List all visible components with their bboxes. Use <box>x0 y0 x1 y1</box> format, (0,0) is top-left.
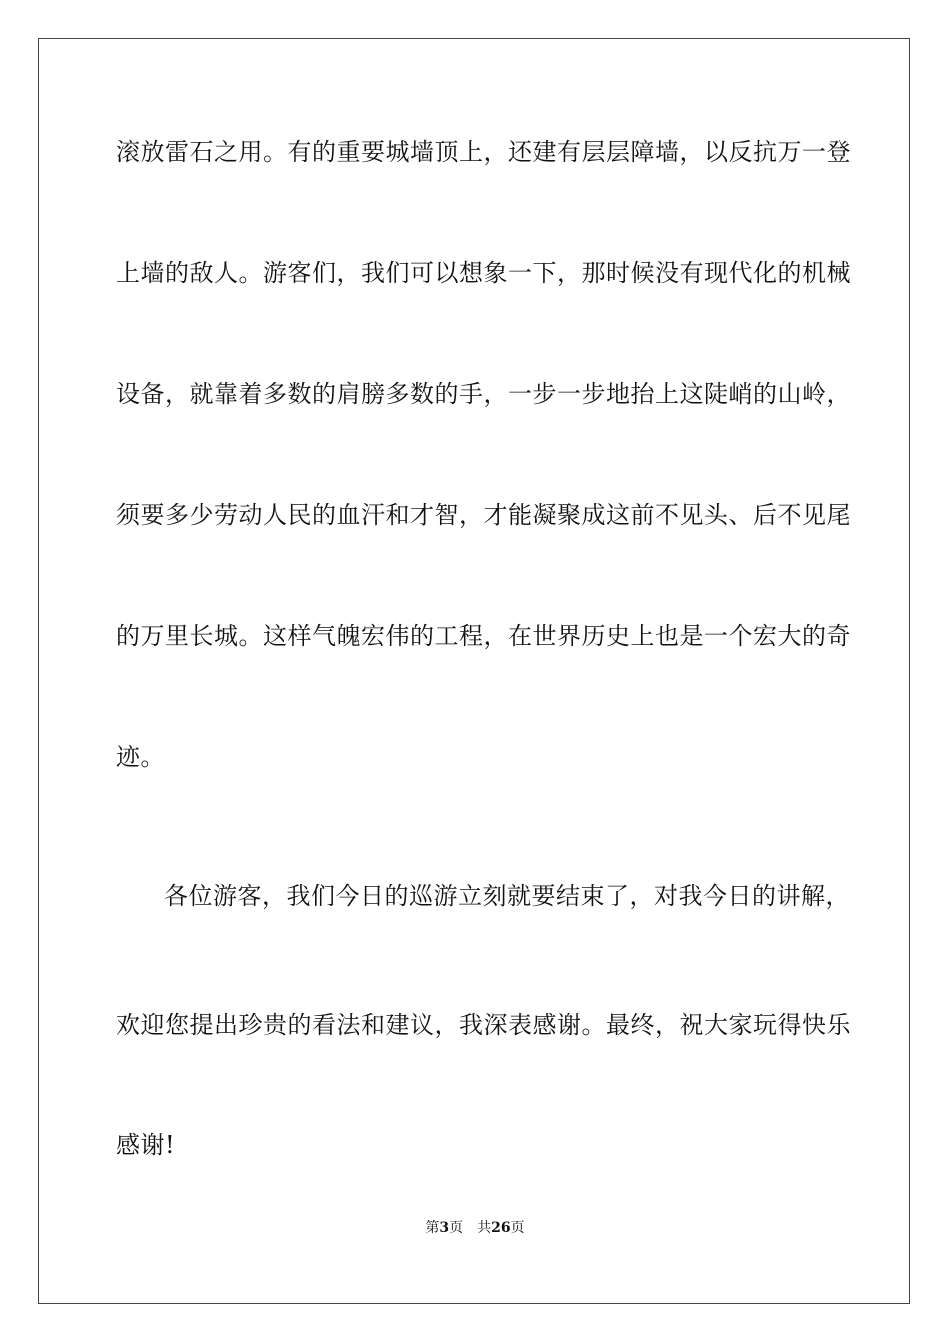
page-number: 3 <box>439 1220 450 1236</box>
paragraph-line: 各位游客，我们今日的巡游立刻就要结束了，对我今日的讲解， <box>164 882 850 910</box>
paragraph-line: 的万里长城。这样气魄宏伟的工程，在世界历史上也是一个宏大的奇 <box>116 622 851 650</box>
total-suffix: 页 <box>510 1220 525 1236</box>
page-footer <box>0 1219 950 1237</box>
page-suffix: 页 <box>449 1220 464 1236</box>
paragraph-line: 上墙的敌人。游客们，我们可以想象一下，那时候没有现代化的机械 <box>116 259 851 287</box>
paragraph-line: 欢迎您提出珍贵的看法和建议，我深表感谢。最终，祝大家玩得快乐 <box>116 1011 851 1039</box>
paragraph-line: 设备，就靠着多数的肩膀多数的手，一步一步地抬上这陡峭的山岭， <box>116 380 851 408</box>
paragraph-line: 迹。 <box>116 743 165 771</box>
paragraph-line: 滚放雷石之用。有的重要城墙顶上，还建有层层障墙，以反抗万一登 <box>116 138 851 166</box>
page-prefix: 第 <box>425 1220 440 1236</box>
total-prefix: 共 <box>477 1220 492 1236</box>
paragraph-line: 须要多少劳动人民的血汗和才智，才能凝聚成这前不见头、后不见尾 <box>116 501 851 529</box>
page-border <box>38 38 910 1304</box>
total-pages: 26 <box>491 1220 511 1236</box>
paragraph-line: 感谢! <box>116 1131 176 1159</box>
